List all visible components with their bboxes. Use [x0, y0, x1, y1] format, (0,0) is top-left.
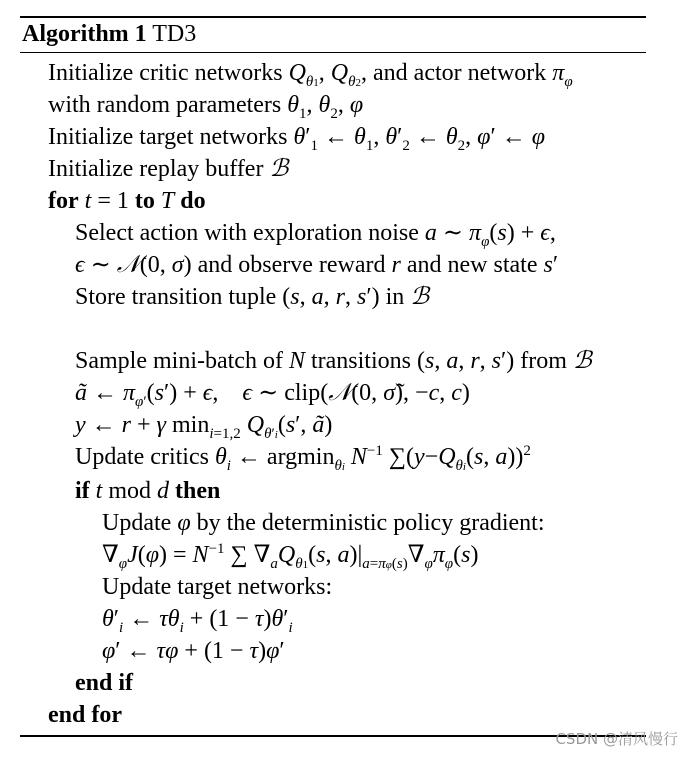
line-update-targets-label: Update target networks: — [102, 574, 333, 600]
line-end-for: end for — [48, 702, 122, 728]
line-init-critics: Initialize critic networks $Q_{\theta 1}$, $Q_{\theta 2}$, and actor network $\pi_\varphi$ — [48, 60, 573, 90]
line-if-delay: if t mod d then — [75, 478, 221, 504]
line-update-critics: Update critics $\theta_i$ ← argmin$_{\theta i}$ $N^{-1}$ $\sum(y-Q_{\theta i}(s$, a))$^2$ — [75, 443, 531, 474]
line-random-params: with random parameters $\theta_1$, $\theta_2$, φ — [48, 92, 364, 122]
line-for-loop: for t = 1 to T do — [48, 188, 206, 214]
algorithm-name: TD3 — [152, 21, 197, 47]
header-rule — [20, 52, 646, 53]
line-init-targets: Initialize target networks $\theta'_1$ ← $\theta_1$, $\theta'_2$ ← $\theta_2$, φ′ ← φ — [48, 124, 545, 154]
line-theta-soft-update: $\theta'_i$ ← $\tau\theta_i + (1 - \tau)\theta'_i$ — [102, 606, 293, 636]
keyword-if: if — [75, 478, 90, 504]
line-store-transition: Store transition tuple (s, a, r, s′) in ℬ — [75, 284, 430, 310]
watermark: CSDN @清风慢行 — [555, 730, 678, 748]
line-noise-observe: ϵ ∼ 𝒩(0, σ) and observe reward r and new state s′ — [75, 252, 559, 278]
line-target-action: ã ← $\pi_{\varphi'}(s') + \epsilon$, ϵ ∼ clip(𝒩(0, σ̃), −c, c) — [75, 380, 470, 410]
algorithm-label: Algorithm 1 — [22, 21, 147, 47]
line-end-if: end if — [75, 670, 134, 696]
keyword-then: then — [175, 478, 221, 504]
line-select-action: Select action with exploration noise a ∼ $\pi_\varphi(s) + \epsilon$, — [75, 220, 556, 250]
keyword-do: do — [180, 188, 206, 214]
keyword-to: to — [134, 188, 155, 214]
line-policy-gradient: $\nabla_\varphi J(\varphi) = N^{-1}$ ∑ $\nabla_aQ_{\theta 1}(s$, $a)|_{a=\pi\varphi(s)}\nabla_\varphi\pi_\varphi(s)$ — [102, 541, 479, 572]
line-sample-minibatch: Sample mini-batch of N transitions (s, a, r, s′) from ℬ — [75, 348, 592, 374]
line-init-buffer: Initialize replay buffer ℬ — [48, 156, 289, 182]
bottom-rule — [20, 735, 646, 737]
line-phi-soft-update: φ′ ← τφ + (1 − τ)φ′ — [102, 638, 285, 664]
algorithm-title — [22, 18, 196, 50]
line-target-y: y ← r + γ $\min_{i=1,2} Q_{\theta'i}(s'$, ã) — [75, 412, 333, 442]
keyword-for: for — [48, 188, 79, 214]
line-update-actor: Update φ by the deterministic policy gradient: — [102, 510, 545, 536]
